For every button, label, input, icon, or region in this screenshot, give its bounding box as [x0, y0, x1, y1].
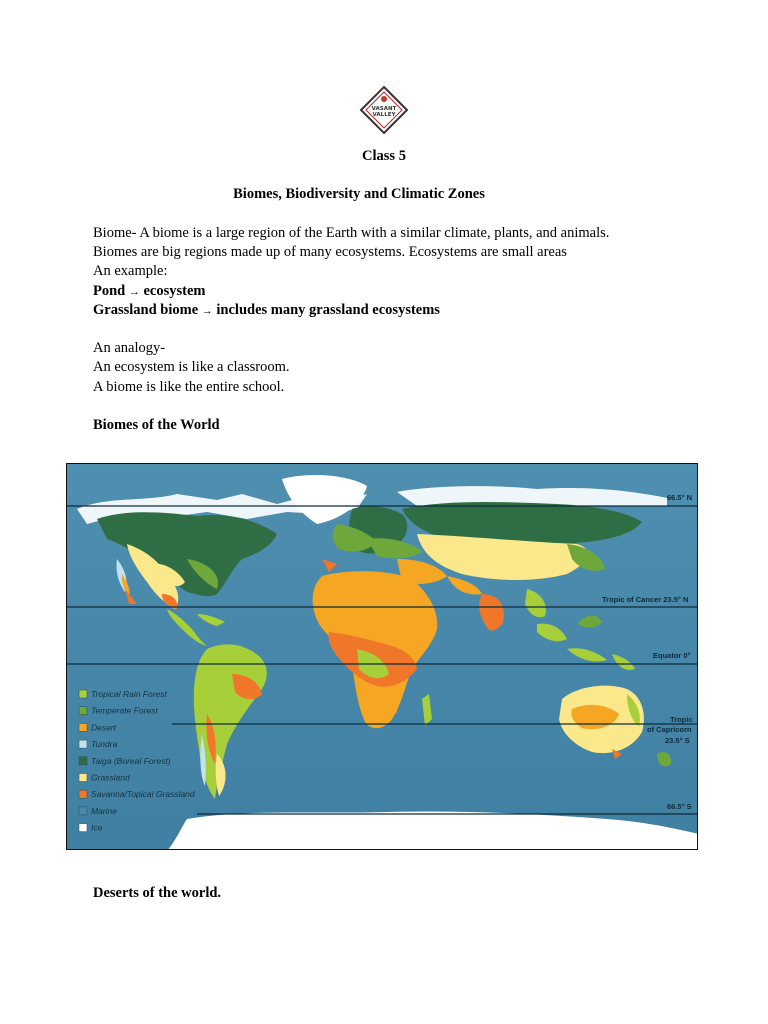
arrow-icon: →: [128, 286, 140, 298]
legend-swatch: [79, 740, 87, 748]
legend-swatch: [79, 757, 87, 765]
intro-line-3: An example:: [93, 263, 168, 279]
section-heading-biomes: Biomes of the World: [93, 417, 220, 433]
label-capricorn-3: 23.5° S: [665, 736, 690, 745]
grassland-result: includes many grassland ecosystems: [216, 302, 440, 318]
class-label: Class 5: [362, 148, 406, 164]
label-capricorn-2: of Capricorn: [647, 725, 692, 734]
grassland-example: [93, 301, 440, 320]
legend-swatch: [79, 774, 87, 782]
logo-text-valley: VALLEY: [372, 112, 396, 118]
arrow-icon: →: [201, 305, 213, 317]
legend-label: Grassland: [91, 772, 130, 783]
label-capricorn-1: Tropic: [670, 715, 693, 724]
intro-line-1: Biome- A biome is a large region of the Earth with a similar climate, plants, and animals.: [93, 225, 610, 241]
legend-swatch: [79, 790, 87, 798]
intro-line-2: Biomes are big regions made up of many ecosystems. Ecosystems are small areas: [93, 244, 567, 260]
pond-result: ecosystem: [143, 283, 206, 299]
label-antarctic-circle: 66.5° S: [667, 802, 692, 811]
world-biomes-map: [66, 463, 698, 850]
label-equator: Equator 0°: [653, 651, 691, 660]
label-tropic-cancer: Tropic of Cancer 23.5° N: [602, 595, 689, 604]
school-crest-icon: [359, 85, 409, 135]
pond-label: Pond: [93, 283, 126, 299]
legend-label: Marine: [91, 805, 117, 816]
logo-text-vasant: VASANT: [371, 106, 397, 112]
analogy-heading: An analogy-: [93, 340, 166, 356]
legend-label: Ice: [91, 822, 103, 833]
section-heading-deserts: Deserts of the world.: [93, 885, 222, 901]
legend-swatch: [79, 824, 87, 832]
grassland-label: Grassland biome: [93, 302, 199, 318]
pond-example: [93, 282, 206, 301]
legend-label: Taiga (Boreal Forest): [91, 755, 171, 766]
legend-label: Tundra: [91, 739, 118, 750]
page-title: Biomes, Biodiversity and Climatic Zones: [233, 186, 485, 202]
legend-label: Desert: [91, 722, 117, 733]
legend-label: Savanna/Topical Grassland: [91, 789, 195, 800]
analogy-line-1: An ecosystem is like a classroom.: [93, 359, 290, 375]
legend-swatch: [79, 807, 87, 815]
legend-label: Temperate Forest: [91, 705, 158, 716]
label-arctic-circle: 66.5° N: [667, 493, 693, 502]
legend-swatch: [79, 723, 87, 731]
analogy-line-2: A biome is like the entire school.: [93, 379, 285, 395]
legend-swatch: [79, 707, 87, 715]
legend-swatch: [79, 690, 87, 698]
legend-label: Tropical Rain Forest: [91, 689, 167, 699]
